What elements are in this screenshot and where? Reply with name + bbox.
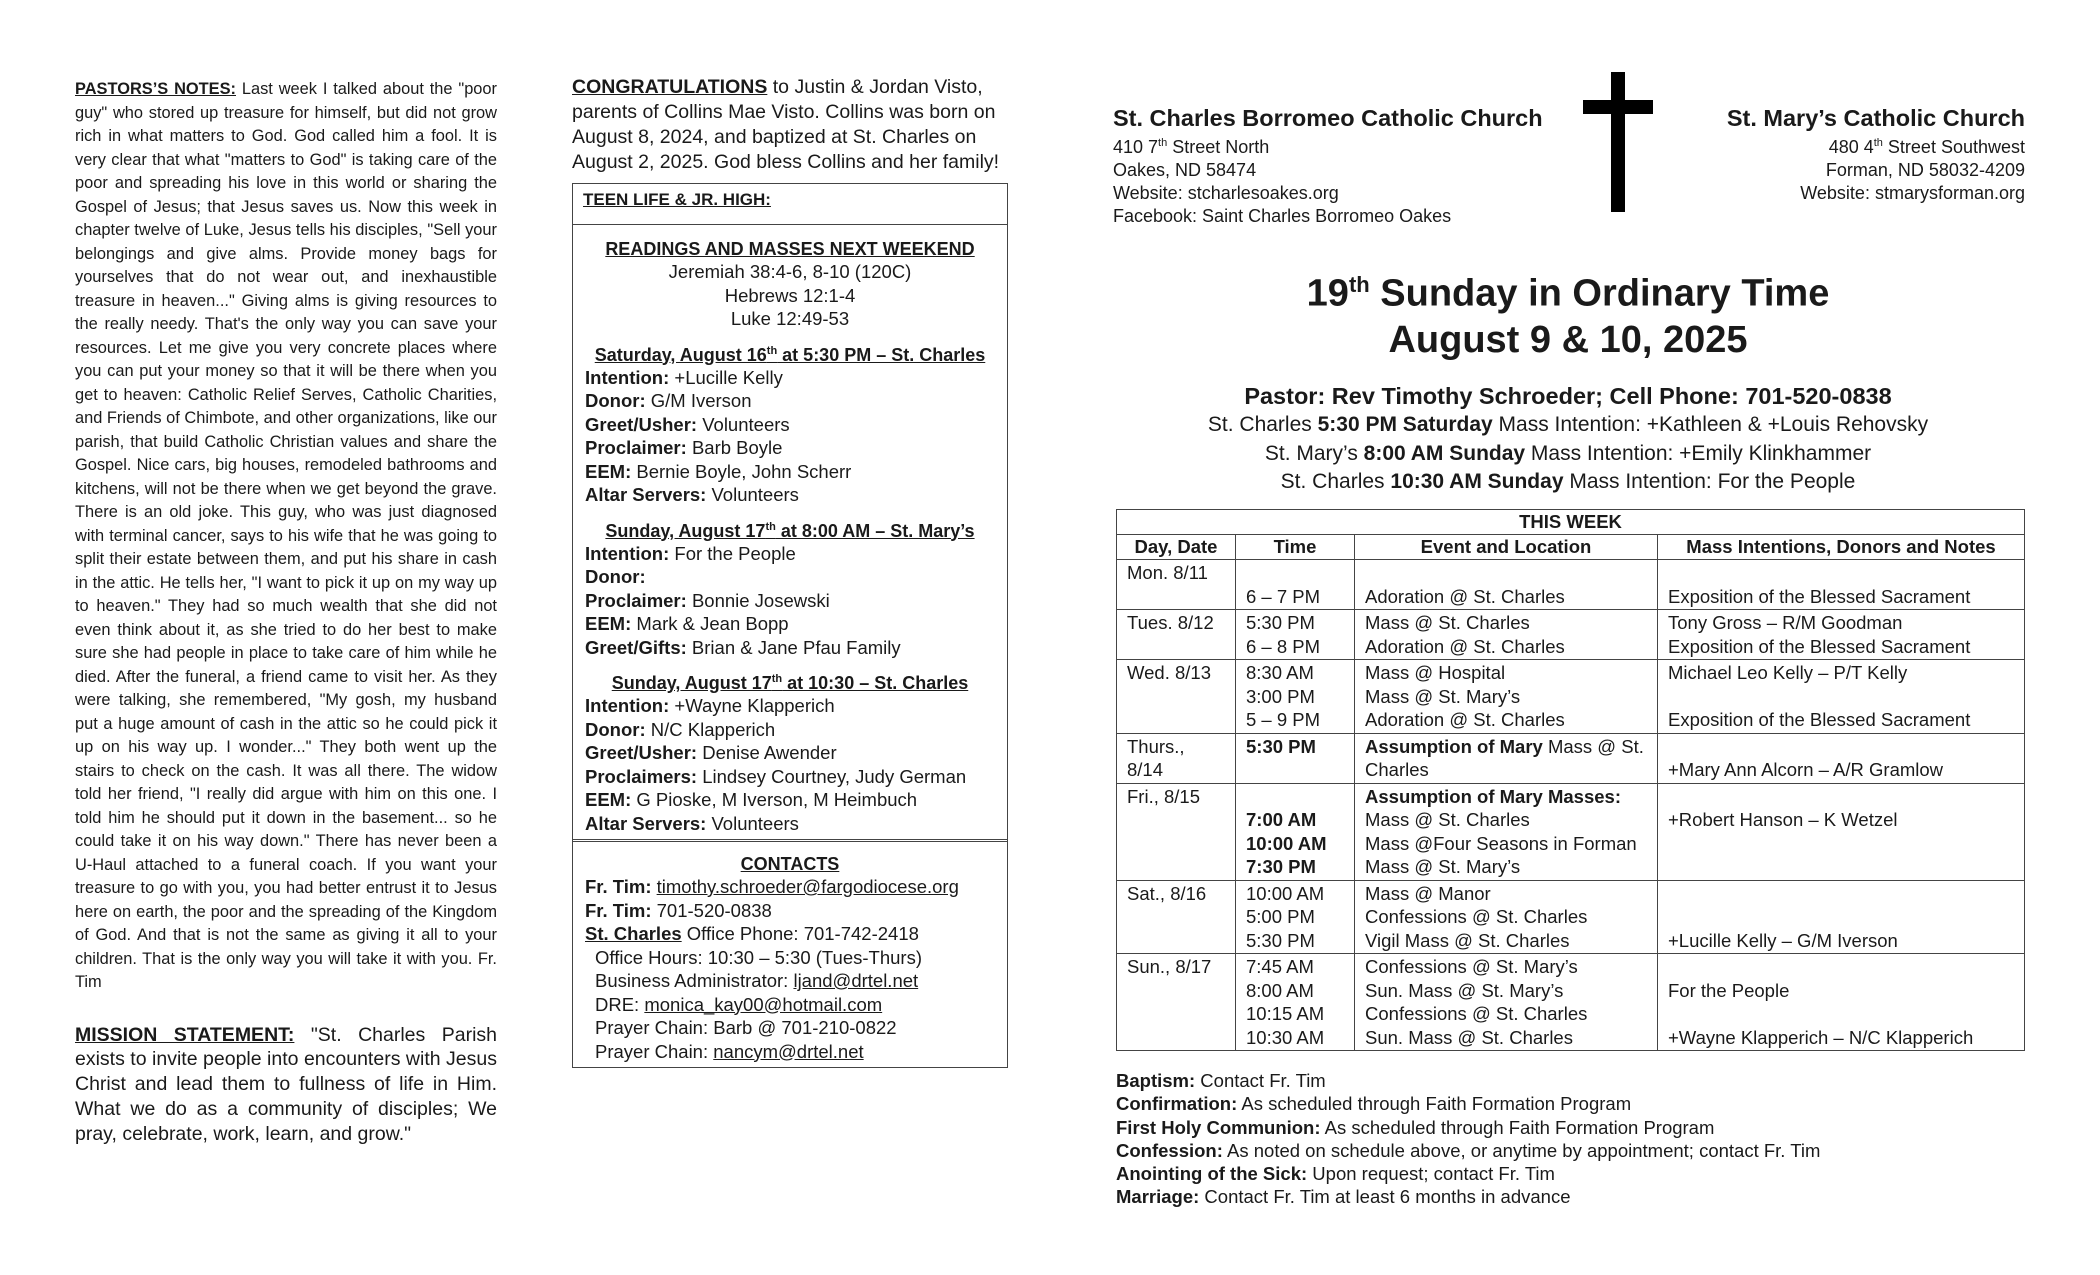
sacrament-info: As noted on schedule above, or anytime by appointment; contact Fr. Tim <box>1227 1139 1821 1161</box>
sacrament-label: First Holy Communion: <box>1116 1116 1321 1138</box>
notes-cell <box>1658 954 2025 1051</box>
time <box>1246 611 1344 658</box>
event-cell <box>1355 880 1658 954</box>
time-line: 5 – 9 PM <box>1246 709 1321 730</box>
mass-time-location: at 5:30 PM – St. Charles <box>777 344 986 365</box>
note-line <box>1668 785 2014 809</box>
event-line: Adoration @ St. Charles <box>1365 585 1565 607</box>
time-line: 5:00 PM <box>1246 906 1315 927</box>
sacrament-line <box>1116 1139 2026 1162</box>
time-line: 7:00 AM <box>1246 809 1317 830</box>
role-value: N/C Klapperich <box>650 718 776 740</box>
time-cell <box>1236 660 1355 734</box>
event-line: Mass @ Hospital <box>1365 662 1506 683</box>
notes-cell <box>1658 660 2025 734</box>
mass-role-row <box>573 636 1007 660</box>
time <box>1246 955 1344 1049</box>
notes-cell <box>1658 783 2025 880</box>
mass-role-row <box>573 812 1007 836</box>
event-line: Adoration @ St. Charles <box>1365 635 1565 657</box>
role-label: Proclaimer: <box>585 437 687 458</box>
church-name: St. Mary’s Catholic Church <box>1726 105 2025 131</box>
time <box>1246 735 1344 759</box>
note-line: Exposition of the Blessed Sacrament <box>1668 635 1971 657</box>
mass-title <box>573 673 1007 694</box>
intention-church: St. Charles <box>1207 413 1318 436</box>
event-line: Mass @ St. Mary’s <box>1365 856 1521 877</box>
notes-cell <box>1658 733 2025 783</box>
column-header: Mass Intentions, Donors and Notes <box>1658 535 2025 560</box>
mass-time-location: at 10:30 – St. Charles <box>782 673 969 693</box>
day-cell: Mon. 8/11 <box>1117 560 1236 610</box>
schedule-row <box>1117 733 2025 783</box>
role-value: For the People <box>674 542 796 564</box>
mass-role-row <box>573 718 1007 742</box>
event-line: Vigil Mass @ St. Charles <box>1365 929 1570 951</box>
event <box>1365 561 1647 608</box>
church-facebook: Facebook: Saint Charles Borromeo Oakes <box>1113 206 1452 226</box>
pastors-notes <box>75 78 497 995</box>
sacrament-line <box>1116 1092 2026 1115</box>
event-cell <box>1355 954 1658 1051</box>
note-line <box>1668 955 2014 979</box>
reading-line: Jeremiah 38:4-6, 8-10 (120C) <box>668 261 912 282</box>
day-cell: Tues. 8/12 <box>1117 610 1236 660</box>
event-heading: Assumption of Mary Masses: <box>1365 785 1621 807</box>
mass-role-row <box>573 483 1007 507</box>
note-line: +Mary Ann Alcorn – A/R Gramlow <box>1668 759 1944 780</box>
event-line: Adoration @ St. Charles <box>1365 709 1565 730</box>
note <box>1668 735 2014 782</box>
event <box>1365 882 1647 953</box>
church-city: Forman, ND 58032-4209 <box>1825 160 2025 180</box>
time <box>1246 661 1344 732</box>
sacrament-label: Confession: <box>1116 1139 1223 1161</box>
church-name: St. Charles Borromeo Catholic Church <box>1113 105 1543 131</box>
contact-line <box>573 922 1007 946</box>
mass-day: Sunday, August 17 <box>611 673 772 693</box>
schedule-row <box>1117 954 2025 1051</box>
church-address: 480 4th Street Southwest <box>1828 137 2025 157</box>
time-line: 10:00 AM <box>1246 882 1325 904</box>
role-label: Greet/Gifts: <box>585 636 687 658</box>
readings-box <box>572 225 1008 1068</box>
time-line: 10:15 AM <box>1246 1003 1325 1024</box>
pastors-notes-heading: PASTORS’S NOTES: <box>75 80 236 98</box>
event-line: Mass @ St. Charles <box>1365 809 1530 830</box>
mass-role-row <box>573 741 1007 765</box>
sacrament-label: Baptism: <box>1116 1070 1196 1091</box>
intention-time: 5:30 PM Saturday <box>1317 413 1493 436</box>
time-line: 6 – 7 PM <box>1246 585 1321 607</box>
note-line: +Lucille Kelly – G/M Iverson <box>1668 929 1898 951</box>
day-cell: Fri., 8/15 <box>1117 783 1236 880</box>
bulletin-title <box>1113 262 2023 363</box>
role-label: Proclaimer: <box>585 589 687 611</box>
role-label: Altar Servers: <box>585 484 707 505</box>
note <box>1668 882 2014 953</box>
time-line: 10:00 AM <box>1246 832 1327 854</box>
schedule-row <box>1117 660 2025 734</box>
role-value: Bonnie Josewski <box>691 589 830 611</box>
pastors-notes-body: Last week I talked about the "poor guy" who stored up treasure for himself, but did not grow rich in what matters to God. God called him a fool. It is very clear that what "matters to God" is taking care of the poor and spreading his love in this world or sharing the Gospel of Jesus; that Jesus saves us. Now this week in chapter twelve of Luke, Jesus tells his disciples, "Sell your belongings and give alms. Provide money bags for yourselves that do not wear out, and inexhaustible treasure in heaven..." Giving alms is giving resources to the really needy. That's the only way you can save your resources. Let me give you very concrete places where you can put your money so that it will be there when you get to heaven: Catholic Relief Serves, Catholic Charities, and Friends of Chimbote, and other organizations, like our parish, that build Catholic Christian values and share the Gospel. Nice cars, big houses, remodeled bathrooms and kitchens, will not be there when we get beyond the grave. There is an old joke. This guy, who was just diagnosed with terminal cancer, says to his wife that he was going to split their estate between them, and put his share in cash in the attic. He tells her, "I want to pick it up on my way up to heaven." They had so much wealth that she did not even think about it, as she tried to do her best to make sure she had people in place to take care of him while he died. After the funeral, a friend came to visit her. As they were talking, she remembered, "My gosh, my husband put a huge amount of cash in the attic so he could pick it up on his way up. I wonder..." They both went up the stairs to check on the cash. It was all there. The widow told her friend, "I really did argue with him on this one. I told him he should put it down in the basement... so he could take it on his way down." There has never been a U-Haul attached to a funeral coach. If you want your treasure to go with you, you had better entrust it to Jesus here on earth, the poor and the spreading of the Kingdom of God. And that is not the same as giving it all to your children. That is the only way you will take it with you. Fr. Tim <box>75 80 497 991</box>
notes-cell <box>1658 610 2025 660</box>
church-website: Website: stcharlesoakes.org <box>1113 183 1339 203</box>
this-week-schedule <box>1116 509 2025 1051</box>
mission-statement <box>75 1023 497 1147</box>
time-line: 10:30 AM <box>1246 1026 1325 1048</box>
event-line <box>1365 561 1647 585</box>
reading-line: Hebrews 12:1-4 <box>724 284 856 306</box>
sacrament-label: Confirmation: <box>1116 1093 1238 1115</box>
role-value: Brian & Jane Pfau Family <box>691 636 901 658</box>
role-label: Altar Servers: <box>585 812 707 834</box>
event <box>1365 955 1647 1049</box>
email-link[interactable]: nancym@drtel.net <box>713 1040 864 1062</box>
time-line: 8:30 AM <box>1246 662 1314 683</box>
role-value: Mark & Jean Bopp <box>636 613 789 634</box>
event-line: Mass @ Manor <box>1365 882 1491 904</box>
sacrament-line <box>1116 1116 2026 1139</box>
role-label: EEM: <box>585 460 632 482</box>
contact-line <box>573 969 1007 993</box>
time-line: 7:30 PM <box>1246 856 1316 877</box>
pastor-line: Pastor: Rev Timothy Schroeder; Cell Phone: 701-520-0838 <box>1244 383 1892 409</box>
note <box>1668 661 2014 732</box>
email-link[interactable]: monica_kay00@hotmail.com <box>644 993 883 1015</box>
event-text <box>1365 735 1647 782</box>
mass-day-suffix: th <box>771 673 783 685</box>
day-cell: Sat., 8/16 <box>1117 880 1236 954</box>
event <box>1365 661 1647 732</box>
st-marys-header <box>1660 105 2025 205</box>
spacer <box>573 659 1007 673</box>
event-line: Mass @ St. Mary’s <box>1365 685 1521 707</box>
role-label: Intention: <box>585 366 670 388</box>
time-cell <box>1236 610 1355 660</box>
note-line: +Robert Hanson – K Wetzel <box>1668 809 1898 830</box>
event-cell <box>1355 733 1658 783</box>
church-address: 410 7th Street North <box>1113 137 1270 157</box>
intention-text: Mass Intention: +Emily Klinkhammer <box>1525 441 1872 465</box>
role-label: Greet/Usher: <box>585 742 698 763</box>
congrats-body: to Justin & Jordan Visto, parents of Collins Mae Visto. Collins was born on August 8, 2024, and baptized at St. Charles on August 2, 2025. God bless Collins and her family! <box>572 76 1000 173</box>
church-city: Oakes, ND 58474 <box>1113 160 1257 180</box>
contact-line <box>573 993 1007 1017</box>
email-link[interactable]: ljand@drtel.net <box>793 970 919 991</box>
mass-role-row <box>573 765 1007 789</box>
intention-time: 10:30 AM Sunday <box>1390 470 1564 493</box>
note <box>1668 611 2014 658</box>
role-label: Donor: <box>585 390 646 411</box>
event-line: Mass @ St. Charles <box>1365 735 1644 780</box>
role-value: Lindsey Courtney, Judy German <box>702 765 967 787</box>
day-cell: Wed. 8/13 <box>1117 660 1236 734</box>
event-line: Mass @Four Seasons in Forman <box>1365 832 1637 854</box>
notes-cell <box>1658 880 2025 954</box>
note-line <box>1668 735 2014 759</box>
contact-label: Fr. Tim: <box>585 899 652 921</box>
mass-intention-line <box>1113 411 2023 440</box>
note-line: +Wayne Klapperich – N/C Klapperich <box>1668 1026 1974 1048</box>
mass-intentions <box>1113 411 2023 497</box>
time <box>1246 785 1344 879</box>
note <box>1668 561 2014 608</box>
role-value: Bernie Boyle, John Scherr <box>636 460 852 482</box>
event-cell <box>1355 610 1658 660</box>
mass-time-location: at 8:00 AM – St. Mary’s <box>775 520 975 541</box>
role-value: +Wayne Klapperich <box>674 695 835 716</box>
note-line <box>1668 905 2014 929</box>
time-line: 7:45 AM <box>1246 956 1314 977</box>
mass-role-row <box>573 589 1007 613</box>
contact-label: DRE: <box>595 993 640 1015</box>
event <box>1365 611 1647 658</box>
time-cell <box>1236 560 1355 610</box>
sacraments-list <box>1116 1069 2026 1209</box>
event-line: Confessions @ St. Charles <box>1365 1003 1588 1024</box>
sacrament-info: As scheduled through Faith Formation Program <box>1241 1093 1632 1115</box>
title-date: August 9 & 10, 2025 <box>1388 318 1748 361</box>
time-line <box>1246 785 1344 809</box>
prayer-chain: Prayer Chain: Barb @ 701-210-0822 <box>595 1017 897 1038</box>
note-line: Exposition of the Blessed Sacrament <box>1668 585 1971 607</box>
role-value: Volunteers <box>702 413 790 435</box>
office-hours: Office Hours: 10:30 – 5:30 (Tues-Thurs) <box>595 946 922 968</box>
mass-role-row <box>573 436 1007 460</box>
intention-church: St. Mary’s <box>1264 441 1364 465</box>
church-website: Website: stmarysforman.org <box>1800 183 2025 203</box>
note-line: Michael Leo Kelly – P/T Kelly <box>1668 662 1908 683</box>
mass-role-row <box>573 694 1007 718</box>
contact-label: Business Administrator: <box>595 970 789 991</box>
schedule-row <box>1117 880 2025 954</box>
contact-label: Prayer Chain: <box>595 1040 709 1062</box>
role-label: Intention: <box>585 695 670 716</box>
time <box>1246 882 1344 953</box>
schedule-title: THIS WEEK <box>1117 510 2025 535</box>
role-label: EEM: <box>585 613 632 634</box>
event-line: Confessions @ St. Charles <box>1365 906 1588 927</box>
mass-role-row <box>573 542 1007 566</box>
spacer <box>573 507 1007 521</box>
time-line: 3:00 PM <box>1246 685 1315 707</box>
contact-line <box>573 1040 1007 1064</box>
reading-line: Luke 12:49-53 <box>730 308 850 329</box>
readings-title: READINGS AND MASSES NEXT WEEKEND <box>605 239 975 259</box>
intention-time: 8:00 AM Sunday <box>1363 441 1526 465</box>
note-line: Exposition of the Blessed Sacrament <box>1668 709 1971 730</box>
note-line <box>1668 685 2014 709</box>
middle-column <box>572 75 1008 1068</box>
schedule-row <box>1117 783 2025 880</box>
phone-number: 701-520-0838 <box>656 899 772 921</box>
role-label: Proclaimers: <box>585 765 698 787</box>
note-line: Tony Gross – R/M Goodman <box>1668 612 1903 633</box>
note-line <box>1668 1002 2014 1026</box>
note-line <box>1668 561 2014 585</box>
column-header: Time <box>1236 535 1355 560</box>
role-value: Barb Boyle <box>691 437 783 458</box>
pastors-notes-column <box>75 78 497 1146</box>
event-line: Sun. Mass @ St. Charles <box>1365 1026 1573 1048</box>
mass-role-row <box>573 788 1007 812</box>
sacrament-info: As scheduled through Faith Formation Program <box>1324 1116 1715 1138</box>
time-cell <box>1236 880 1355 954</box>
role-value: +Lucille Kelly <box>674 366 783 388</box>
mass-role-row <box>573 612 1007 636</box>
mass-title <box>573 345 1007 366</box>
mass-role-row <box>573 460 1007 484</box>
time-line: 8:00 AM <box>1246 979 1314 1001</box>
contacts-title: CONTACTS <box>740 854 840 874</box>
role-label: Donor: <box>585 718 646 740</box>
note <box>1668 955 2014 1049</box>
office-phone: Office Phone: 701-742-2418 <box>686 923 919 944</box>
mass-intention-line <box>1113 440 2023 469</box>
congratulations <box>572 75 1008 175</box>
congrats-heading: CONGRATULATIONS <box>572 76 768 98</box>
note-line <box>1668 882 2014 906</box>
mass-day-suffix: th <box>765 520 776 533</box>
sacrament-line <box>1116 1069 2026 1092</box>
time <box>1246 561 1344 608</box>
event-line: Sun. Mass @ St. Mary’s <box>1365 979 1564 1001</box>
schedule-row <box>1117 610 2025 660</box>
event-cell <box>1355 660 1658 734</box>
mass-intention-line <box>1113 468 2023 497</box>
contact-label: Fr. Tim: <box>585 876 652 897</box>
contact-line <box>573 875 1007 899</box>
mass-day-suffix: th <box>766 344 778 357</box>
mission-heading: MISSION STATEMENT: <box>75 1023 295 1046</box>
weekend-masses <box>573 345 1007 836</box>
mass-role-row <box>573 565 1007 589</box>
role-label: Donor: <box>585 566 646 587</box>
sacrament-line <box>1116 1162 2026 1185</box>
role-label: Greet/Usher: <box>585 413 698 435</box>
column-header: Day, Date <box>1117 535 1236 560</box>
st-charles-header <box>1113 105 1573 228</box>
role-value: G Pioske, M Iverson, M Heimbuch <box>636 789 918 810</box>
title-line: 19th Sunday in Ordinary Time <box>1306 272 1830 315</box>
event-text <box>1365 785 1647 879</box>
time-line: 6 – 8 PM <box>1246 635 1321 657</box>
sacrament-label: Marriage: <box>1116 1186 1200 1208</box>
cross-icon <box>1583 72 1653 212</box>
contact-label: St. Charles <box>585 923 682 944</box>
schedule-row <box>1117 560 2025 610</box>
teen-life-box <box>572 183 1008 225</box>
role-label: Intention: <box>585 542 670 564</box>
role-value: Volunteers <box>711 484 799 505</box>
time-line: 5:30 PM <box>1246 929 1315 951</box>
sacrament-info: Contact Fr. Tim at least 6 months in advance <box>1204 1186 1571 1208</box>
notes-cell <box>1658 560 2025 610</box>
contact-line <box>573 899 1007 923</box>
sacrament-line <box>1116 1185 2026 1208</box>
role-label: EEM: <box>585 789 632 810</box>
intention-text: Mass Intention: For the People <box>1563 470 1856 493</box>
column-header: Event and Location <box>1355 535 1658 560</box>
mass-day: Saturday, August 16 <box>594 344 767 365</box>
mass-role-row <box>573 389 1007 413</box>
sacrament-info: Upon request; contact Fr. Tim <box>1312 1163 1555 1185</box>
mass-title <box>573 521 1007 542</box>
time-cell <box>1236 783 1355 880</box>
intention-church: St. Charles <box>1280 470 1391 493</box>
mass-role-row <box>573 413 1007 437</box>
event-line: Mass @ St. Charles <box>1365 612 1530 633</box>
mass-role-row <box>573 366 1007 390</box>
mass-day: Sunday, August 17 <box>605 520 766 541</box>
intention-text: Mass Intention: +Kathleen & +Louis Rehovsky <box>1492 413 1929 436</box>
event-cell <box>1355 783 1658 880</box>
time-line: 5:30 PM <box>1246 612 1315 633</box>
day-cell: Sun., 8/17 <box>1117 954 1236 1051</box>
time-cell <box>1236 954 1355 1051</box>
note <box>1668 785 2014 832</box>
pastor-block <box>1113 381 2023 497</box>
role-value: Volunteers <box>711 812 799 834</box>
email-link[interactable]: timothy.schroeder@fargodiocese.org <box>656 876 959 897</box>
event-cell <box>1355 560 1658 610</box>
note-line: For the People <box>1668 979 1790 1001</box>
sacrament-label: Anointing of the Sick: <box>1116 1163 1308 1185</box>
event-line: Confessions @ St. Mary’s <box>1365 956 1578 977</box>
role-value: Denise Awender <box>702 742 837 763</box>
time-line: 5:30 PM <box>1246 735 1316 757</box>
event-heading: Assumption of Mary <box>1365 735 1543 757</box>
role-value: G/M Iverson <box>650 390 752 411</box>
mission-body: "St. Charles Parish exists to invite people into encounters with Jesus Christ and lead them to fullness of life in Him. What we do as a community of disciples; We pray, celebrate, work, learn, and grow." <box>75 1023 497 1145</box>
sacrament-info: Contact Fr. Tim <box>1200 1070 1326 1091</box>
contacts-box <box>573 839 1007 1067</box>
time-line <box>1246 561 1344 585</box>
day-cell: Thurs., 8/14 <box>1117 733 1236 783</box>
time-cell <box>1236 733 1355 783</box>
teen-title: TEEN LIFE & JR. HIGH: <box>583 190 771 209</box>
